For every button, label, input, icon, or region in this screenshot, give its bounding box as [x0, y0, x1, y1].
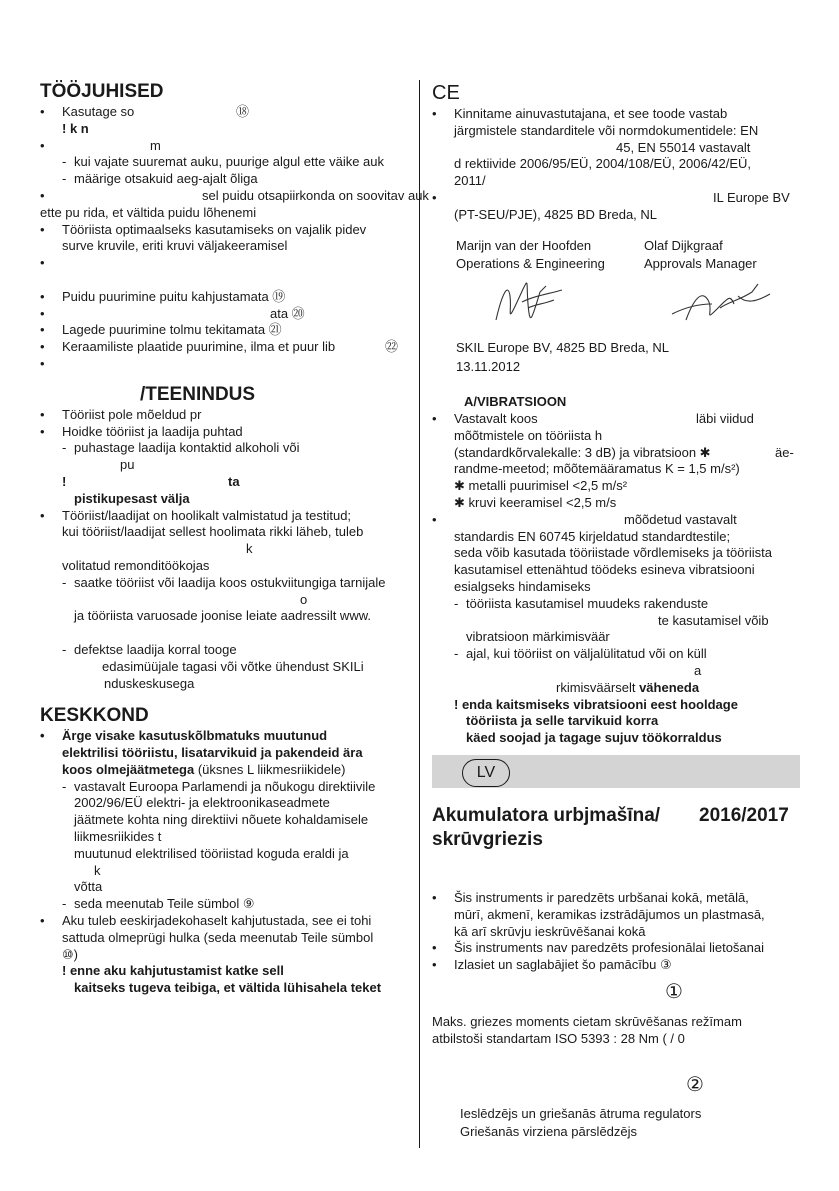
- list-item: edasimüüjale tagasi või võtke ühendust SKILi: [102, 658, 364, 674]
- list-item: • Kasutage so ⑱: [40, 104, 408, 121]
- list-item: • Lagede puurimine tolmu tekitamata ㉑: [40, 322, 408, 339]
- product-title-line-2: skrūvgriezis: [432, 829, 543, 850]
- list-item: ette pu rida, et vältida puidu lõhenemi: [40, 204, 257, 220]
- list-item: ! enne aku kahjutustamist katke sell: [62, 963, 284, 979]
- list-item: (standardkõrvalekalle: 3 dB) ja vibratsioon ✱ äe-: [454, 444, 794, 460]
- list-item: liikmesriikides t: [74, 829, 162, 845]
- list-item: • Aku tuleb eeskirjadekohaselt kahjutustada, see ei tohi: [40, 913, 408, 930]
- signatory-1-name: Marijn van der Hoofden: [456, 237, 592, 253]
- list-item: • sel puidu otsapiirkonda on soovitav auk: [40, 188, 408, 205]
- list-item: jäätmete kohta ning direktiivi nõuete kohaldamisele: [74, 812, 369, 828]
- list-item: • Puidu puurimine puitu kahjustamata ⑲: [40, 289, 408, 306]
- list-item: 45, EN 55014 vastavalt: [616, 139, 751, 155]
- left-column: [40, 80, 429, 997]
- list-item: • Izlasiet un saglabājiet šo pamācību ③: [432, 957, 802, 974]
- heading-environment: KESKKOND: [40, 705, 149, 727]
- list-item: surve kruvile, eriti kruvi väljakeeramisel: [62, 238, 288, 254]
- list-item: vibratsioon märkimisväär: [466, 629, 610, 645]
- list-item: a: [694, 662, 702, 678]
- spacer: [40, 272, 408, 289]
- list-item: kā arī skrūvju ieskrūvēšanai kokā: [454, 923, 646, 939]
- product-title-line-1: Akumulatora urbjmašīna/: [432, 805, 661, 826]
- list-item: nduskeskusega: [104, 675, 195, 691]
- list-item: d rektiivide 2006/95/EÜ, 2004/108/EÜ, 2006/42/EÜ,: [454, 156, 752, 172]
- list-item: 2011/: [454, 173, 486, 189]
- language-badge: LV: [462, 759, 510, 787]
- list-item: rkimisväärselt väheneda: [556, 679, 700, 695]
- list-item: mūrī, akmenī, keramikas izstrādājumos un plastmasā,: [454, 906, 765, 922]
- list-item: ! ta: [62, 473, 240, 489]
- signatory-2-name: Olaf Dijkgraaf: [644, 237, 723, 253]
- list-item: standardis EN 60745 kirjeldatud standardtestile;: [454, 528, 731, 544]
- list-item: ja tööriista varuosade joonise leiate aadressilt www.: [74, 608, 371, 624]
- list-item: • Hoidke tööriist ja laadija puhtad: [40, 424, 408, 441]
- list-item: muutunud elektrilised tööriistad koguda eraldi ja: [74, 845, 349, 861]
- figure-ref-2: ②: [686, 1074, 704, 1096]
- vibration-heading: A/VIBRATSIOON: [464, 394, 567, 410]
- list-item: - tööriista kasutamisel muudeks rakenduste: [454, 595, 709, 611]
- list-item: • Tööriista optimaalseks kasutamiseks on vajalik pidev: [40, 222, 408, 239]
- list-item: • Ärge visake kasutuskõlbmatuks muutunud: [40, 728, 408, 745]
- list-item: • Šis instruments ir paredzēts urbšanai kokā, metālā,: [432, 890, 802, 907]
- list-item: - vastavalt Euroopa Parlamendi ja nõukogu direktiivile: [62, 778, 376, 794]
- list-item: • ata ⑳: [40, 306, 408, 323]
- list-item: • m: [40, 138, 408, 155]
- signature-2-image: [668, 274, 778, 330]
- list-item: kaitseks tugeva teibiga, et vältida lühisahela teket: [74, 980, 382, 996]
- list-item: k: [246, 541, 253, 557]
- list-item: [40, 255, 408, 272]
- list-item: • Kinnitame ainuvastutajana, et see toode vastab: [432, 106, 802, 123]
- list-item: võtta: [74, 879, 103, 895]
- list-item: sattuda olmeprügi hulka (seda meenutab Teile sümbol: [62, 929, 374, 945]
- list-item: pu: [120, 457, 135, 473]
- list-item: tööriista ja selle tarvikuid korra: [466, 713, 659, 729]
- list-item: käed soojad ja tagage sujuv töökorraldus: [466, 730, 722, 746]
- list-item: (PT-SEU/PJE), 4825 BD Breda, NL: [454, 206, 658, 222]
- list-item: 2002/96/EÜ elektri- ja elektroonikaseadmete: [74, 795, 330, 811]
- list-item: - määrige otsakuid aeg-ajalt õliga: [62, 171, 258, 187]
- torque-line-2: atbilstoši standartam ISO 5393 : 28 Nm ( / 0: [432, 1031, 685, 1046]
- list-item: ✱ metalli puurimisel <2,5 m/s²: [454, 478, 628, 494]
- figure-ref-1: ①: [665, 981, 683, 1003]
- list-item: mõõtmistele on tööriista h: [454, 427, 603, 443]
- list-item: • Tööriist pole mõeldud pr: [40, 407, 408, 424]
- list-item: te kasutamisel võib: [658, 612, 769, 628]
- list-item: • Tööriist/laadijat on hoolikalt valmistatud ja testitud;: [40, 508, 408, 525]
- list-item: seda võib kasutada tööriistade võrdlemiseks ja tööriista: [454, 545, 772, 561]
- model-number: 2016/2017: [699, 805, 789, 826]
- list-item: koos olmejäätmetega (üksnes L liikmesriikidele): [62, 761, 346, 777]
- intro-list: [432, 890, 802, 974]
- list-item: • Šis instruments nav paredzēts profesionālai lietošanai: [432, 940, 802, 957]
- list-item: k: [94, 862, 101, 878]
- spacer: [40, 625, 408, 642]
- list-item: • IL Europe BV: [432, 190, 802, 207]
- list-item: • Keraamiliste plaatide puurimine, ilma et puur lib ㉒: [40, 339, 408, 356]
- signature-1-image: [488, 274, 568, 330]
- list-item: • Vastavalt koos läbi viidud: [432, 411, 802, 428]
- signature-block: [432, 238, 802, 334]
- list-item: ! k n: [62, 120, 89, 136]
- list-item: - defektse laadija korral tooge: [62, 641, 237, 657]
- list-item: järgmistele standarditele või normdokumentidele: EN: [454, 122, 759, 138]
- ce-mark: CE: [432, 82, 460, 104]
- list-item: o: [300, 591, 308, 607]
- signatory-1-role: Operations & Engineering: [456, 255, 605, 271]
- component-item: Griešanās virziena pārslēdzējs: [460, 1124, 638, 1139]
- list-item: - ajal, kui tööriist on väljalülitatud või on küll: [454, 646, 707, 662]
- list-item: elektrilisi tööriistu, lisatarvikuid ja pakendeid ära: [62, 745, 363, 761]
- list-item: • mõõdetud vastavalt: [432, 512, 802, 529]
- list-item: volitatud remonditöökojas: [62, 557, 210, 573]
- list-item: pistikupesast välja: [74, 490, 190, 506]
- list-item: [40, 356, 408, 373]
- declaration-date: 13.11.2012: [456, 359, 521, 375]
- list-item: kasutamisel ettenähtud töödeks esineva vibratsiooni: [454, 562, 755, 578]
- list-item: - seda meenutab Teile sümbol ⑨: [62, 896, 255, 912]
- right-column: [432, 80, 802, 747]
- heading-service: /TEENINDUS: [140, 383, 256, 405]
- list-item: ⑩): [62, 946, 78, 962]
- list-item: ✱ kruvi keeramisel <2,5 m/s: [454, 494, 617, 510]
- torque-line-1: Maks. griezes moments cietam skrūvēšanas režīmam: [432, 1014, 742, 1029]
- list-item: esialgseks hindamiseks: [454, 578, 591, 594]
- signatory-2-role: Approvals Manager: [644, 255, 757, 271]
- column-divider: [419, 80, 420, 1148]
- heading-instructions: TÖÖJUHISED: [40, 81, 164, 102]
- list-item: kui tööriist/laadijat sellest hoolimata rikki läheb, tuleb: [62, 524, 364, 540]
- list-item: - kui vajate suuremat auku, puurige algul ette väike auk: [62, 154, 385, 170]
- list-item: - saatke tööriist või laadija koos ostukviitungiga tarnijale: [62, 574, 386, 590]
- list-item: - puhastage laadija kontaktid alkoholi või: [62, 440, 300, 456]
- component-item: Ieslēdzējs un griešanās ātruma regulators: [460, 1106, 702, 1121]
- list-item: ! enda kaitsmiseks vibratsiooni eest hooldage: [454, 696, 738, 712]
- list-item: randme-meetod; mõõtemääramatus K = 1,5 m/s²): [454, 461, 740, 477]
- company-address: SKIL Europe BV, 4825 BD Breda, NL: [456, 339, 669, 355]
